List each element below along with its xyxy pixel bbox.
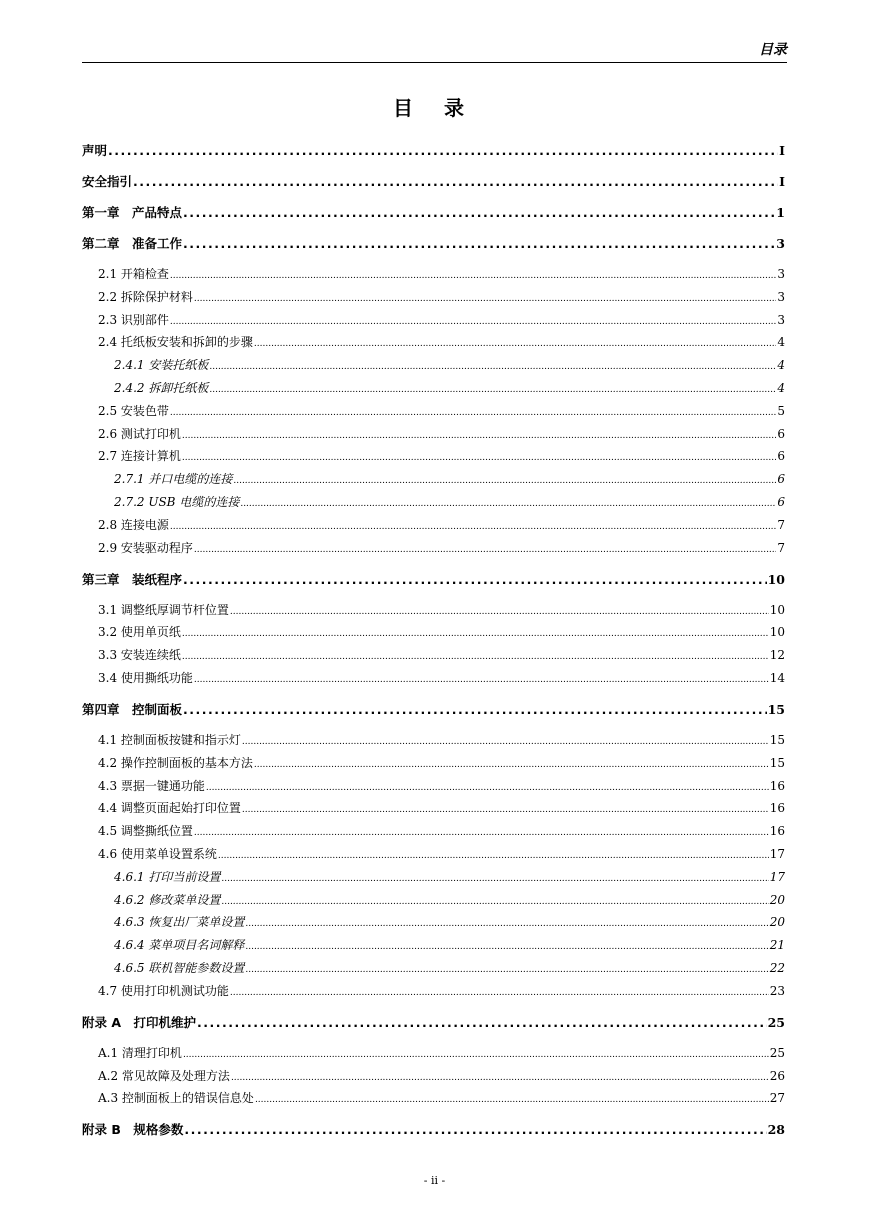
toc-leader-dots [194, 824, 769, 837]
toc-leader-dots [254, 335, 776, 348]
toc-entry-label: 第二章 准备工作 [82, 236, 183, 251]
toc-entry-page: 28 [767, 1122, 785, 1138]
toc-leader-dots [170, 518, 776, 531]
toc-entry[interactable] [82, 288, 785, 306]
toc-entry-label: 2.4.1 安装托纸板 [114, 358, 209, 373]
toc-entry[interactable] [82, 539, 785, 557]
toc-entry[interactable] [82, 311, 785, 329]
toc-leader-dots [231, 1069, 769, 1082]
toc-entry-page: 6 [777, 472, 785, 487]
toc-leader-dots [108, 143, 778, 156]
toc-entry-page: I [779, 143, 785, 158]
toc-leader-dots [221, 893, 768, 906]
toc-leader-dots [183, 572, 767, 585]
toc-entry-page: 17 [769, 869, 785, 884]
toc-entry-label: 第三章 装纸程序 [82, 571, 183, 587]
toc-entry-label: 4.2 操作控制面板的基本方法 [98, 755, 253, 770]
toc-leader-dots [184, 1122, 766, 1135]
toc-entry[interactable] [82, 913, 785, 931]
toc-entry-page: 4 [777, 381, 785, 395]
toc-entry-page: 21 [769, 938, 785, 953]
toc-entry-label: 安全指引 [82, 174, 133, 189]
toc-entry[interactable] [82, 936, 785, 954]
toc-entry-page: 20 [769, 892, 785, 907]
toc-leader-dots [197, 1015, 767, 1028]
page-number: - ii - [423, 1174, 446, 1187]
toc-entry-page: 3 [776, 236, 785, 251]
toc-entry[interactable] [82, 868, 785, 886]
toc-entry-page: 25 [769, 1045, 785, 1060]
toc-entry-page: 6 [777, 426, 785, 441]
toc-entry[interactable] [82, 333, 785, 351]
toc-entry-label: A.2 常见故障及处理方法 [98, 1068, 230, 1083]
toc-entry[interactable] [82, 822, 785, 840]
toc-entry[interactable] [82, 646, 785, 664]
toc-entry-page: 14 [769, 671, 785, 685]
toc-entry-page: 6 [777, 449, 785, 464]
toc-entry-label: 4.5 调整撕纸位置 [98, 824, 193, 839]
toc-leader-dots [230, 984, 769, 997]
toc-entry[interactable] [82, 402, 785, 420]
toc-entry-label: 4.6.2 修改菜单设置 [114, 892, 221, 907]
toc-entry-page: 15 [769, 755, 785, 770]
running-header-title: 目录 [759, 42, 787, 58]
toc-entry-page: 7 [777, 540, 785, 555]
toc-entry[interactable] [82, 623, 785, 641]
toc-leader-dots [245, 915, 768, 928]
toc-leader-dots [233, 472, 776, 485]
toc-entry-page: 12 [769, 648, 785, 663]
toc-entry[interactable] [82, 203, 785, 221]
toc-entry-label: 2.2 拆除保护材料 [98, 289, 193, 304]
toc-leader-dots [170, 404, 776, 417]
toc-leader-dots [183, 205, 775, 218]
toc-entry-label: 2.7.2 USB 电缆的连接 [114, 495, 240, 509]
toc-entry-label: 3.2 使用单页纸 [98, 625, 181, 640]
toc-entry-label: 声明 [82, 143, 108, 158]
toc-entry-label: 4.6.1 打印当前设置 [114, 869, 221, 884]
toc-leader-dots [255, 1091, 769, 1104]
toc-entry-page: 16 [769, 778, 785, 793]
toc-entry[interactable] [82, 1120, 785, 1138]
toc-entry[interactable] [82, 700, 785, 718]
toc-entry-label: 2.6 测试打印机 [98, 426, 181, 441]
toc-entry[interactable] [82, 601, 785, 619]
toc-entry[interactable] [82, 1067, 785, 1085]
toc-entry[interactable] [82, 379, 785, 397]
toc-entry-label: 2.5 安装色带 [98, 403, 169, 418]
toc-entry-label: 3.3 安装连续纸 [98, 648, 181, 663]
toc-entry-page: 15 [767, 702, 785, 717]
toc-leader-dots [221, 870, 768, 883]
toc-entry-label: 2.9 安装驱动程序 [98, 540, 193, 555]
toc-leader-dots [194, 541, 776, 554]
toc-entry-label: 2.3 识别部件 [98, 312, 169, 327]
toc-entry[interactable] [82, 265, 785, 283]
toc-leader-dots [182, 427, 776, 440]
toc-entry-label: 2.7.1 并口电缆的连接 [114, 472, 233, 487]
toc-entry-page: 17 [769, 847, 785, 861]
toc-entry[interactable] [82, 493, 785, 511]
toc-entry[interactable] [82, 141, 785, 159]
toc-entry-label: 2.8 连接电源 [98, 517, 169, 532]
toc-entry-label: A.3 控制面板上的错误信息处 [98, 1091, 254, 1106]
toc-leader-dots [242, 801, 769, 814]
toc-leader-dots [183, 236, 775, 249]
toc-leader-dots [209, 381, 776, 394]
toc-entry-page: 3 [777, 312, 785, 327]
toc-leader-dots [183, 1046, 769, 1059]
toc-entry[interactable] [82, 447, 785, 465]
toc-entry-page: 10 [767, 571, 785, 587]
toc-entry-label: 第一章 产品特点 [82, 205, 183, 220]
toc-entry-page: 26 [769, 1068, 785, 1083]
toc-leader-dots [170, 267, 776, 280]
toc-entry-label: 4.1 控制面板按键和指示灯 [98, 733, 241, 747]
running-header [82, 40, 787, 63]
toc-entry-page: 6 [777, 495, 785, 509]
toc-leader-dots [245, 938, 768, 951]
toc-entry[interactable] [82, 356, 785, 374]
toc-entry-label: 3.4 使用撕纸功能 [98, 671, 193, 685]
toc-entry[interactable] [82, 982, 785, 1000]
toc-entry-label: 2.1 开箱检查 [98, 267, 169, 281]
toc-entry-page: 23 [769, 983, 785, 998]
toc-entry-label: 4.4 调整页面起始打印位置 [98, 801, 241, 816]
toc-entry-label: 2.4 托纸板安装和拆卸的步骤 [98, 335, 253, 350]
toc-entry[interactable] [82, 516, 785, 534]
toc-entry-page: 3 [777, 289, 785, 304]
toc-entry-page: 5 [777, 403, 785, 418]
toc-entry[interactable] [82, 731, 785, 749]
toc-leader-dots [218, 847, 769, 860]
toc-entry-page: 27 [769, 1091, 785, 1106]
toc-leader-dots [245, 961, 768, 974]
toc-leader-dots [183, 702, 767, 715]
toc-entry-label: 第四章 控制面板 [82, 702, 183, 717]
toc-entry-label: 附录 B 规格参数 [82, 1122, 184, 1138]
toc-entry[interactable] [82, 754, 785, 772]
toc-entry[interactable] [82, 470, 785, 488]
toc-entry-label: A.1 清理打印机 [98, 1045, 182, 1060]
toc-entry-label: 4.6.4 菜单项目名词解释 [114, 938, 245, 953]
toc-leader-dots [206, 779, 769, 792]
toc-entry-page: 10 [769, 602, 785, 617]
toc-leader-dots [242, 733, 769, 746]
toc-leader-dots [254, 756, 769, 769]
page-title: 目 录 [393, 96, 476, 120]
toc-entry[interactable] [82, 1013, 785, 1031]
toc-entry-label: 4.6.3 恢复出厂菜单设置 [114, 915, 245, 930]
toc-entry[interactable] [82, 425, 785, 443]
toc-entry-label: 4.3 票据一键通功能 [98, 778, 205, 793]
toc-entry[interactable] [82, 172, 785, 190]
toc-entry[interactable] [82, 845, 785, 863]
toc-entry[interactable] [82, 799, 785, 817]
toc-entry-page: 15 [769, 733, 785, 747]
toc-entry-page: 16 [769, 824, 785, 839]
toc-entry-page: 16 [769, 801, 785, 816]
toc-entry-label: 2.7 连接计算机 [98, 449, 181, 464]
toc-leader-dots [182, 648, 769, 661]
toc-entry[interactable] [82, 669, 785, 687]
toc-entry[interactable] [82, 959, 785, 977]
toc-entry-label: 4.6 使用菜单设置系统 [98, 847, 217, 861]
toc-entry-page: 1 [776, 205, 785, 220]
toc-leader-dots [133, 174, 778, 187]
toc-leader-dots [209, 358, 776, 371]
toc-entry[interactable] [82, 777, 785, 795]
toc-entry-page: 7 [777, 517, 785, 532]
toc-leader-dots [194, 290, 776, 303]
toc-entry-page: 3 [777, 267, 785, 281]
toc-entry-label: 4.6.5 联机智能参数设置 [114, 961, 245, 975]
toc-entry-page: 22 [769, 961, 785, 975]
toc-entry-label: 4.7 使用打印机测试功能 [98, 983, 229, 998]
toc-entry[interactable] [82, 891, 785, 909]
toc-entry-page: 25 [767, 1014, 785, 1030]
toc-entry-page: I [779, 174, 785, 189]
toc-leader-dots [170, 313, 776, 326]
toc-entry-label: 2.4.2 拆卸托纸板 [114, 381, 209, 395]
toc-leader-dots [230, 603, 769, 616]
toc-leader-dots [194, 671, 769, 684]
toc-leader-dots [182, 449, 776, 462]
toc-entry-label: 3.1 调整纸厚调节杆位置 [98, 602, 229, 617]
toc-entry[interactable] [82, 1089, 785, 1107]
toc-entry-page: 4 [777, 335, 785, 350]
toc-entry-page: 4 [777, 358, 785, 373]
toc-entry[interactable] [82, 234, 785, 252]
toc-entry[interactable] [82, 570, 785, 588]
toc-entry[interactable] [82, 1044, 785, 1062]
toc-leader-dots [182, 625, 769, 638]
toc-entry-page: 10 [769, 625, 785, 640]
toc-leader-dots [240, 495, 776, 508]
toc-entry-page: 20 [769, 915, 785, 930]
toc-entry-label: 附录 A 打印机维护 [82, 1014, 197, 1030]
